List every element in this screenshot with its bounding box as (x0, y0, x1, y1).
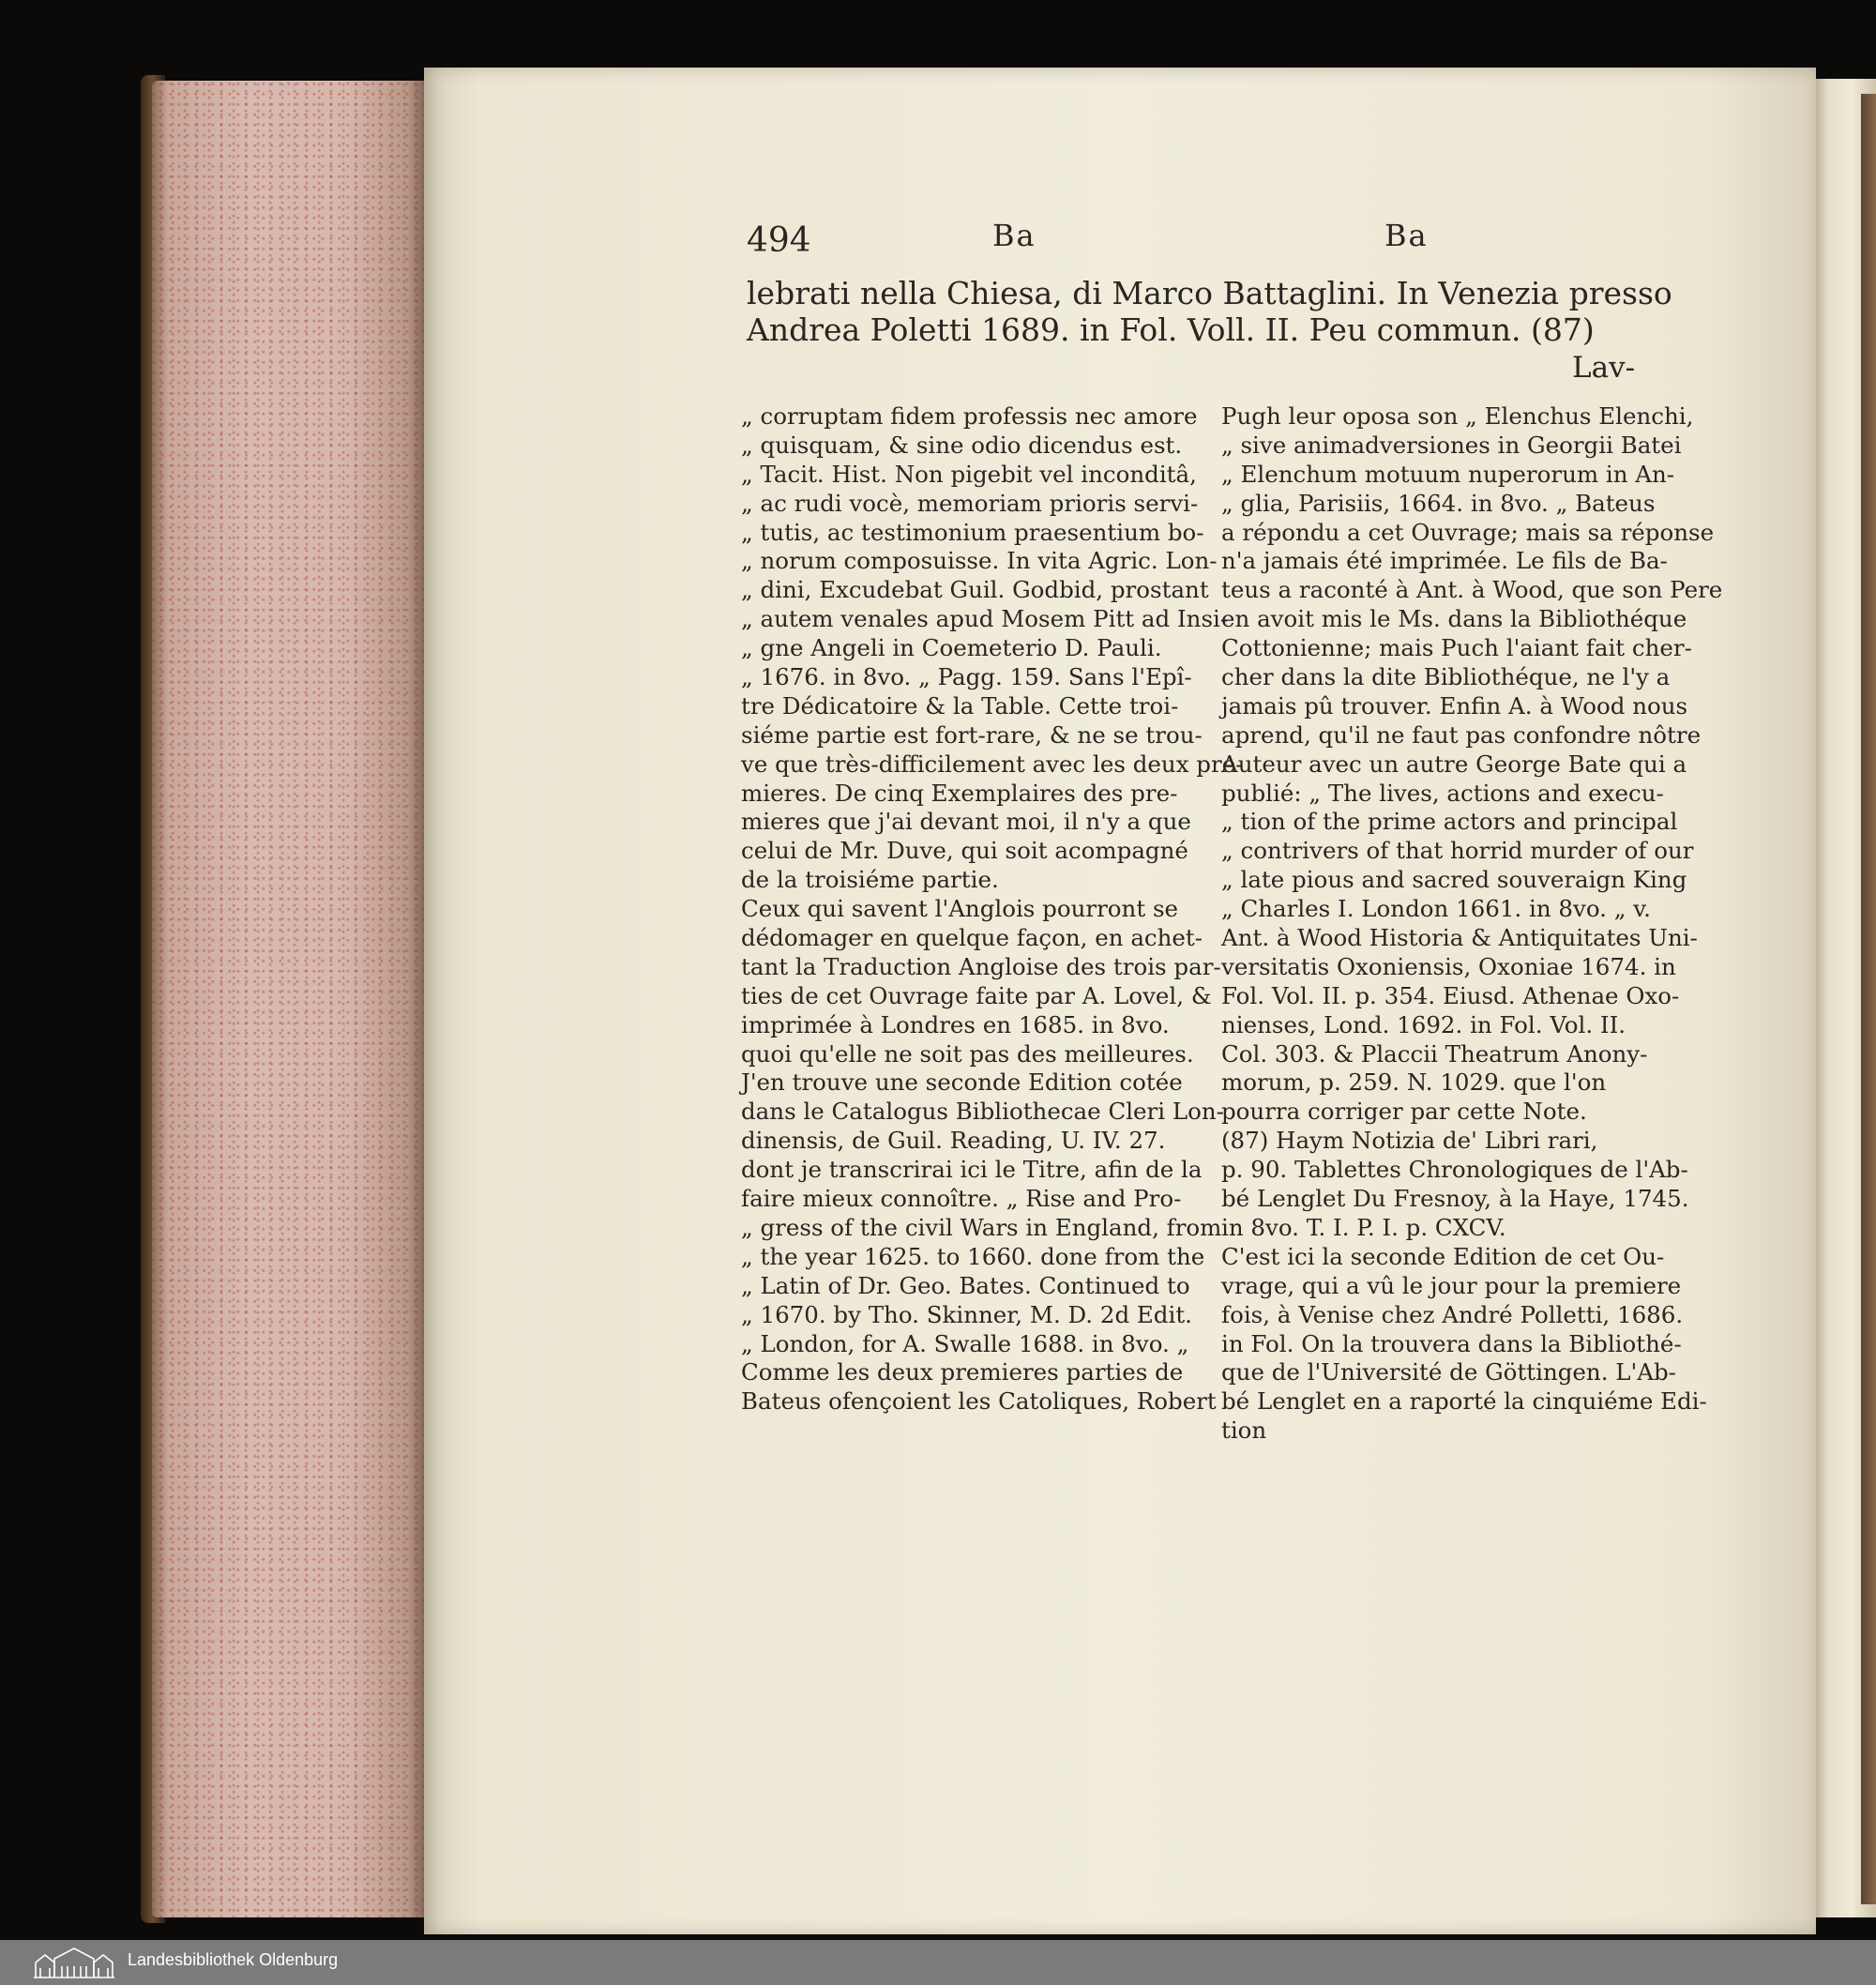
left-column-line: „ gne Angeli in Coemeterio D. Pauli. (741, 634, 1162, 662)
left-column-line: dédomager en quelque façon, en achet- (741, 924, 1203, 952)
right-column-line: en avoit mis le Ms. dans la Bibliothéque (1221, 605, 1687, 633)
right-column-line: n'a jamais été imprimée. Le fils de Ba- (1221, 547, 1668, 575)
right-column-line: pourra corriger par cette Note. (1221, 1098, 1587, 1126)
right-column-line: „ late pious and sacred souveraign King (1221, 866, 1687, 894)
right-column-line: que de l'Université de Göttingen. L'Ab- (1221, 1358, 1676, 1386)
right-text-column (1221, 402, 1723, 1446)
left-column-line: „ quisquam, & sine odio dicendus est. (741, 431, 1183, 459)
left-column-line: Bateus ofençoient les Catoliques, Robert (741, 1387, 1217, 1416)
library-name: Landesbibliothek Oldenburg (128, 1950, 339, 1969)
right-column-line: Ant. à Wood Historia & Antiquitates Uni- (1221, 924, 1698, 952)
left-column-line: dinensis, de Guil. Reading, U. IV. 27. (741, 1127, 1166, 1155)
library-logo-icon (32, 1946, 116, 1979)
intro-line-2: Andrea Poletti 1689. in Fol. Voll. II. Peu commun. (87) (747, 311, 1595, 348)
right-column-line: versitatis Oxoniensis, Oxoniae 1674. in (1221, 952, 1676, 980)
right-column-line: Pugh leur oposa son „ Elenchus Elenchi, (1221, 402, 1694, 430)
page-number: 494 (747, 221, 811, 260)
right-column-line: Cottonienne; mais Puch l'aiant fait cher- (1221, 634, 1692, 662)
left-column-line: ties de cet Ouvrage faite par A. Lovel, & (741, 981, 1212, 1009)
left-column-line: mieres que j'ai devant moi, il n'y a que (741, 808, 1191, 836)
right-column-line: bé Lenglet Du Fresnoy, à la Haye, 1745. (1221, 1185, 1689, 1213)
right-column-line: p. 90. Tablettes Chronologiques de l'Ab- (1221, 1156, 1688, 1184)
running-header-right: Ba (1384, 218, 1429, 253)
left-column-line: de la troisiéme partie. (741, 866, 999, 894)
right-column-line: „ Elenchum motuum nuperorum in An- (1221, 460, 1675, 488)
book-fore-edge (152, 81, 430, 1917)
right-column-line: „ Charles I. London 1661. in 8vo. „ v. (1221, 895, 1651, 923)
left-column-line: „ norum composuisse. In vita Agric. Lon- (741, 547, 1218, 575)
right-column-line: „ sive animadversiones in Georgii Batei (1221, 431, 1682, 459)
right-column-line: publié: „ The lives, actions and execu- (1221, 779, 1664, 807)
right-column-line: (87) Haym Notizia de' Libri rari, (1221, 1127, 1598, 1155)
right-column-line: C'est ici la seconde Edition de cet Ou- (1221, 1242, 1665, 1270)
left-column-line: „ 1676. in 8vo. „ Pagg. 159. Sans l'Epî- (741, 663, 1192, 691)
right-column-line: „ contrivers of that horrid murder of our (1221, 837, 1694, 865)
right-column-line: Col. 303. & Placcii Theatrum Anony- (1221, 1039, 1648, 1068)
catchword: Lav- (1572, 351, 1636, 385)
left-column-line: J'en trouve une seconde Edition cotée (741, 1068, 1183, 1097)
right-column-line: tion (1221, 1417, 1267, 1445)
left-column-line: dont je transcrirai ici le Titre, afin de la (741, 1156, 1203, 1184)
right-column-line: „ glia, Parisiis, 1664. in 8vo. „ Bateus (1221, 489, 1656, 517)
left-column-line: ve que très-difficilement avec les deux pre- (741, 750, 1244, 778)
left-text-column (741, 402, 1244, 1417)
left-column-line: faire mieux connoître. „ Rise and Pro- (741, 1185, 1182, 1213)
left-column-line: celui de Mr. Duve, qui soit acompagné (741, 837, 1188, 865)
right-column-line: cher dans la dite Bibliothéque, ne l'y a (1221, 663, 1671, 691)
right-column-line: fois, à Venise chez André Polletti, 1686. (1221, 1300, 1684, 1328)
left-column-line: „ Latin of Dr. Geo. Bates. Continued to (741, 1271, 1190, 1299)
intro-line-1: lebrati nella Chiesa, di Marco Battaglini. In Venezia presso (747, 275, 1672, 311)
right-column-line: vrage, qui a vû le jour pour la premiere (1221, 1271, 1682, 1299)
left-column-line: „ gress of the civil Wars in England, from (741, 1213, 1222, 1241)
right-column-line: nienses, Lond. 1692. in Fol. Vol. II. (1221, 1010, 1626, 1038)
right-column-line: in 8vo. T. I. P. I. p. CXCV. (1221, 1213, 1506, 1241)
book-cover-right (1861, 94, 1876, 1904)
right-column-line: aprend, qu'il ne faut pas confondre nôtre (1221, 720, 1702, 749)
right-column-line: teus a raconté à Ant. à Wood, que son Pere (1221, 576, 1723, 604)
left-column-line: siéme partie est fort-rare, & ne se trou- (741, 720, 1203, 749)
left-column-line: „ ac rudi vocè, memoriam prioris servi- (741, 489, 1199, 517)
right-column-line: Auteur avec un autre George Bate qui a (1221, 750, 1687, 778)
right-column-line: a répondu a cet Ouvrage; mais sa réponse (1221, 518, 1715, 546)
left-column-line: mieres. De cinq Exemplaires des pre- (741, 779, 1178, 807)
right-column-line: morum, p. 259. N. 1029. que l'on (1221, 1068, 1607, 1097)
left-column-line: tre Dédicatoire & la Table. Cette troi- (741, 691, 1179, 720)
left-column-line: tant la Traduction Angloise des trois par- (741, 952, 1221, 980)
left-column-line: „ London, for A. Swalle 1688. in 8vo. „ (741, 1329, 1189, 1357)
left-column-line: quoi qu'elle ne soit pas des meilleures. (741, 1039, 1194, 1068)
left-column-line: „ dini, Excudebat Guil. Godbid, prostant (741, 576, 1209, 604)
left-column-line: „ the year 1625. to 1660. done from the (741, 1242, 1205, 1270)
left-column-line: Ceux qui savent l'Anglois pourront se (741, 895, 1179, 923)
right-column-line: bé Lenglet en a raporté la cinquiéme Edi- (1221, 1387, 1707, 1416)
left-column-line: „ 1670. by Tho. Skinner, M. D. 2d Edit. (741, 1300, 1192, 1328)
right-column-line: „ tion of the prime actors and principal (1221, 808, 1678, 836)
left-column-line: „ corruptam fidem professis nec amore (741, 402, 1198, 430)
right-column-line: jamais pû trouver. Enfin A. à Wood nous (1221, 691, 1688, 720)
left-column-line: dans le Catalogus Bibliothecae Cleri Lon- (741, 1098, 1224, 1126)
right-column-line: in Fol. On la trouvera dans la Bibliothé- (1221, 1329, 1682, 1357)
left-column-line: „ tutis, ac testimonium praesentium bo- (741, 518, 1204, 546)
left-column-line: imprimée à Londres en 1685. in 8vo. (741, 1010, 1170, 1038)
left-column-line: „ Tacit. Hist. Non pigebit vel inconditâ, (741, 460, 1197, 488)
right-column-line: Fol. Vol. II. p. 354. Eiusd. Athenae Oxo- (1221, 981, 1680, 1009)
left-column-line: „ autem venales apud Mosem Pitt ad Insi- (741, 605, 1229, 633)
running-header-left: Ba (992, 218, 1036, 253)
left-column-line: Comme les deux premieres parties de (741, 1358, 1184, 1386)
